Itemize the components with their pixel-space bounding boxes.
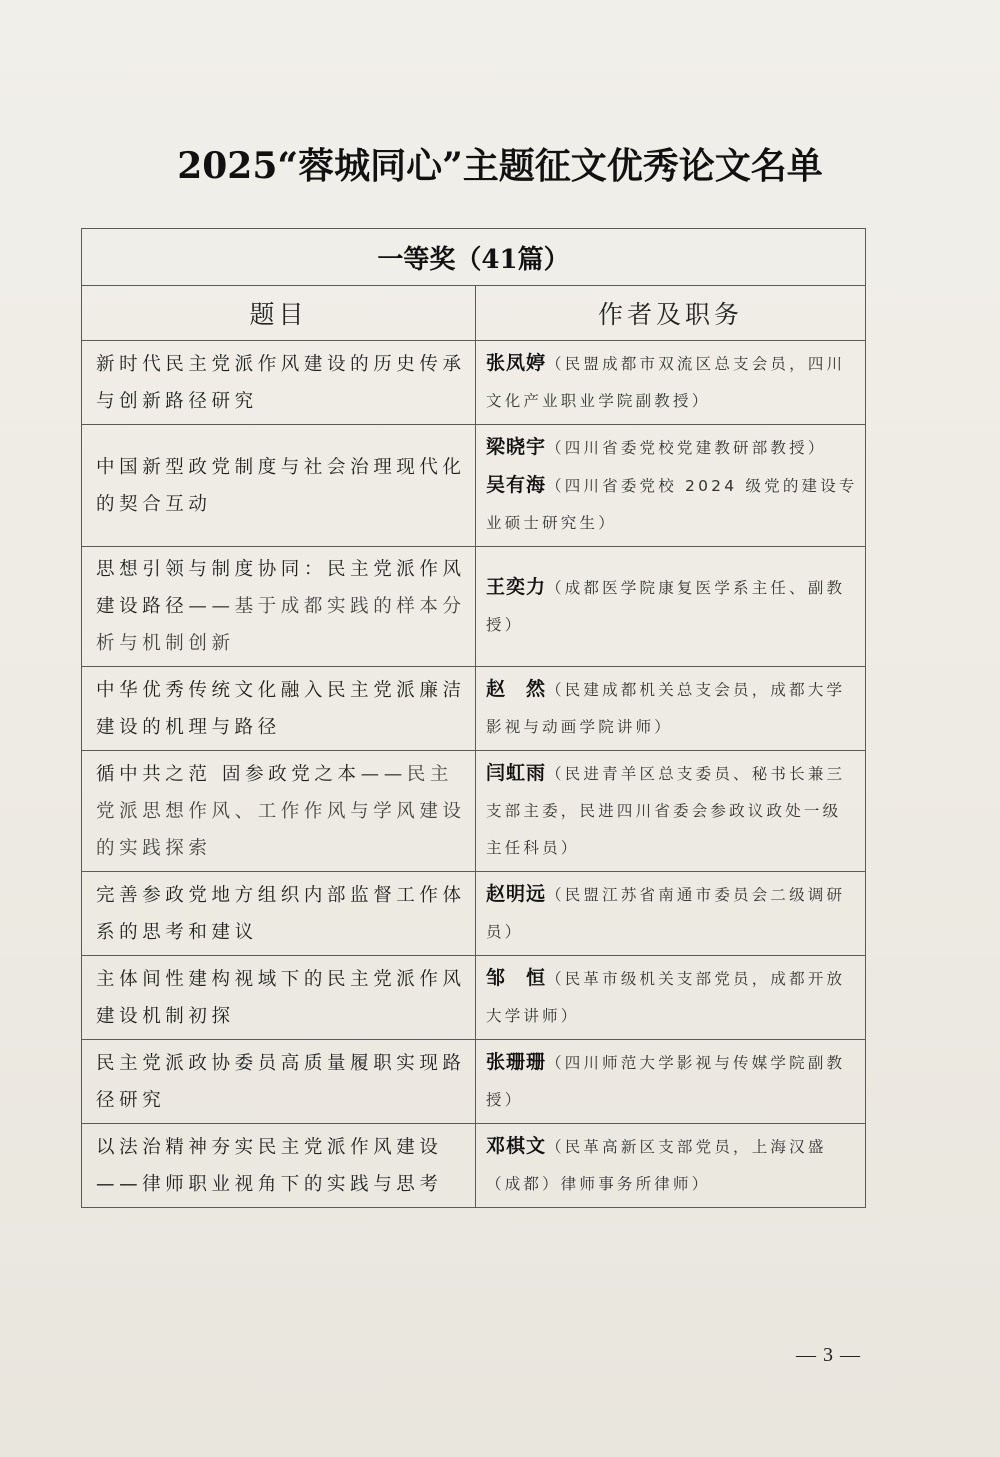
- table-row: [82, 425, 866, 547]
- author-cell: [476, 425, 866, 547]
- paper-title-text: 新时代民主党派作风建设的历史传承与创新路径研究: [96, 353, 466, 412]
- author-cell: [476, 667, 866, 751]
- page-number: — 3 —: [796, 1344, 861, 1366]
- author-entry: [486, 429, 859, 467]
- author-name: 张凤婷: [486, 352, 547, 374]
- author-cell: [476, 872, 866, 956]
- author-cell: [476, 1124, 866, 1208]
- author-name: 赵明远: [486, 883, 547, 905]
- table-row: [82, 667, 866, 751]
- paper-subtitle-text: ——基于成都实践的样本分析与机制创新: [96, 596, 466, 654]
- author-position: （民革高新区支部党员，上海汉盛（成都）律师事务所律师）: [486, 1138, 827, 1193]
- table-row: [82, 872, 866, 956]
- paper-title-text: 主体间性建构视域下的民主党派作风建设机制初探: [96, 968, 466, 1027]
- award-level-row: [82, 229, 866, 286]
- table-row: [82, 341, 866, 425]
- author-position: （四川师范大学影视与传媒学院副教授）: [486, 1054, 846, 1109]
- document-title: 2025“蓉城同心”主题征文优秀论文名单: [177, 145, 823, 187]
- paper-title: [82, 751, 476, 872]
- award-list-table: [81, 228, 866, 1208]
- author-position: （四川省委党校 2024 级党的建设专业硕士研究生）: [486, 477, 858, 532]
- paper-title: [82, 425, 476, 547]
- author-position: （民盟江苏省南通市委员会二级调研员）: [486, 886, 846, 941]
- author-cell: [476, 341, 866, 425]
- table-row: [82, 1040, 866, 1124]
- author-name: 张珊珊: [486, 1051, 547, 1073]
- paper-title: [82, 667, 476, 751]
- paper-title: [82, 956, 476, 1040]
- paper-title-text: 循中共之范 固参政党之本: [96, 763, 361, 785]
- author-cell: [476, 1040, 866, 1124]
- author-cell: [476, 547, 866, 667]
- award-level-heading: 一等奖（41篇）: [82, 229, 866, 286]
- table-row: [82, 1124, 866, 1208]
- paper-title-text: 中华优秀传统文化融入民主党派廉洁建设的机理与路径: [96, 679, 466, 738]
- paper-title: [82, 547, 476, 667]
- author-name: 赵 然: [486, 678, 547, 700]
- author-position: （民建成都机关总支会员，成都大学影视与动画学院讲师）: [486, 681, 846, 736]
- paper-title: [82, 341, 476, 425]
- author-name: 吴有海: [486, 474, 547, 496]
- table-row: [82, 547, 866, 667]
- column-header-author: 作者及职务: [476, 286, 866, 341]
- paper-title-text: 思想引领与制度协同：民主党派作风建设路径: [96, 559, 466, 617]
- author-name: 邹 恒: [486, 967, 547, 989]
- author-name: 王奕力: [486, 576, 547, 598]
- author-entry: [486, 467, 859, 542]
- table-row: [82, 751, 866, 872]
- author-name: 闫虹雨: [486, 762, 547, 784]
- paper-title: [82, 1040, 476, 1124]
- table-row: [82, 956, 866, 1040]
- paper-title-text: 完善参政党地方组织内部监督工作体系的思考和建议: [96, 884, 466, 943]
- author-name: 邓棋文: [486, 1135, 547, 1157]
- paper-title: [82, 1124, 476, 1208]
- author-position: （民革市级机关支部党员，成都开放大学讲师）: [486, 970, 846, 1025]
- paper-title-text: 以法治精神夯实民主党派作风建设——律师职业视角下的实践与思考: [96, 1136, 443, 1195]
- author-position: （民进青羊区总支委员、秘书长兼三支部主委，民进四川省委会参政议政处一级主任科员）: [486, 765, 846, 857]
- paper-subtitle-text: ——民主党派思想作风、工作作风与学风建设的实践探索: [96, 763, 466, 859]
- paper-title-text: 中国新型政党制度与社会治理现代化的契合互动: [96, 456, 466, 515]
- column-header-row: [82, 286, 866, 341]
- author-name: 梁晓宇: [486, 436, 547, 458]
- author-cell: [476, 956, 866, 1040]
- author-position: （成都医学院康复医学系主任、副教授）: [486, 579, 846, 634]
- author-position: （四川省委党校党建教研部教授）: [546, 439, 827, 457]
- author-cell: [476, 751, 866, 872]
- column-header-title: 题目: [82, 286, 476, 341]
- paper-title: [82, 872, 476, 956]
- author-position: （民盟成都市双流区总支会员，四川文化产业职业学院副教授）: [486, 355, 846, 410]
- paper-title-text: 民主党派政协委员高质量履职实现路径研究: [96, 1052, 466, 1111]
